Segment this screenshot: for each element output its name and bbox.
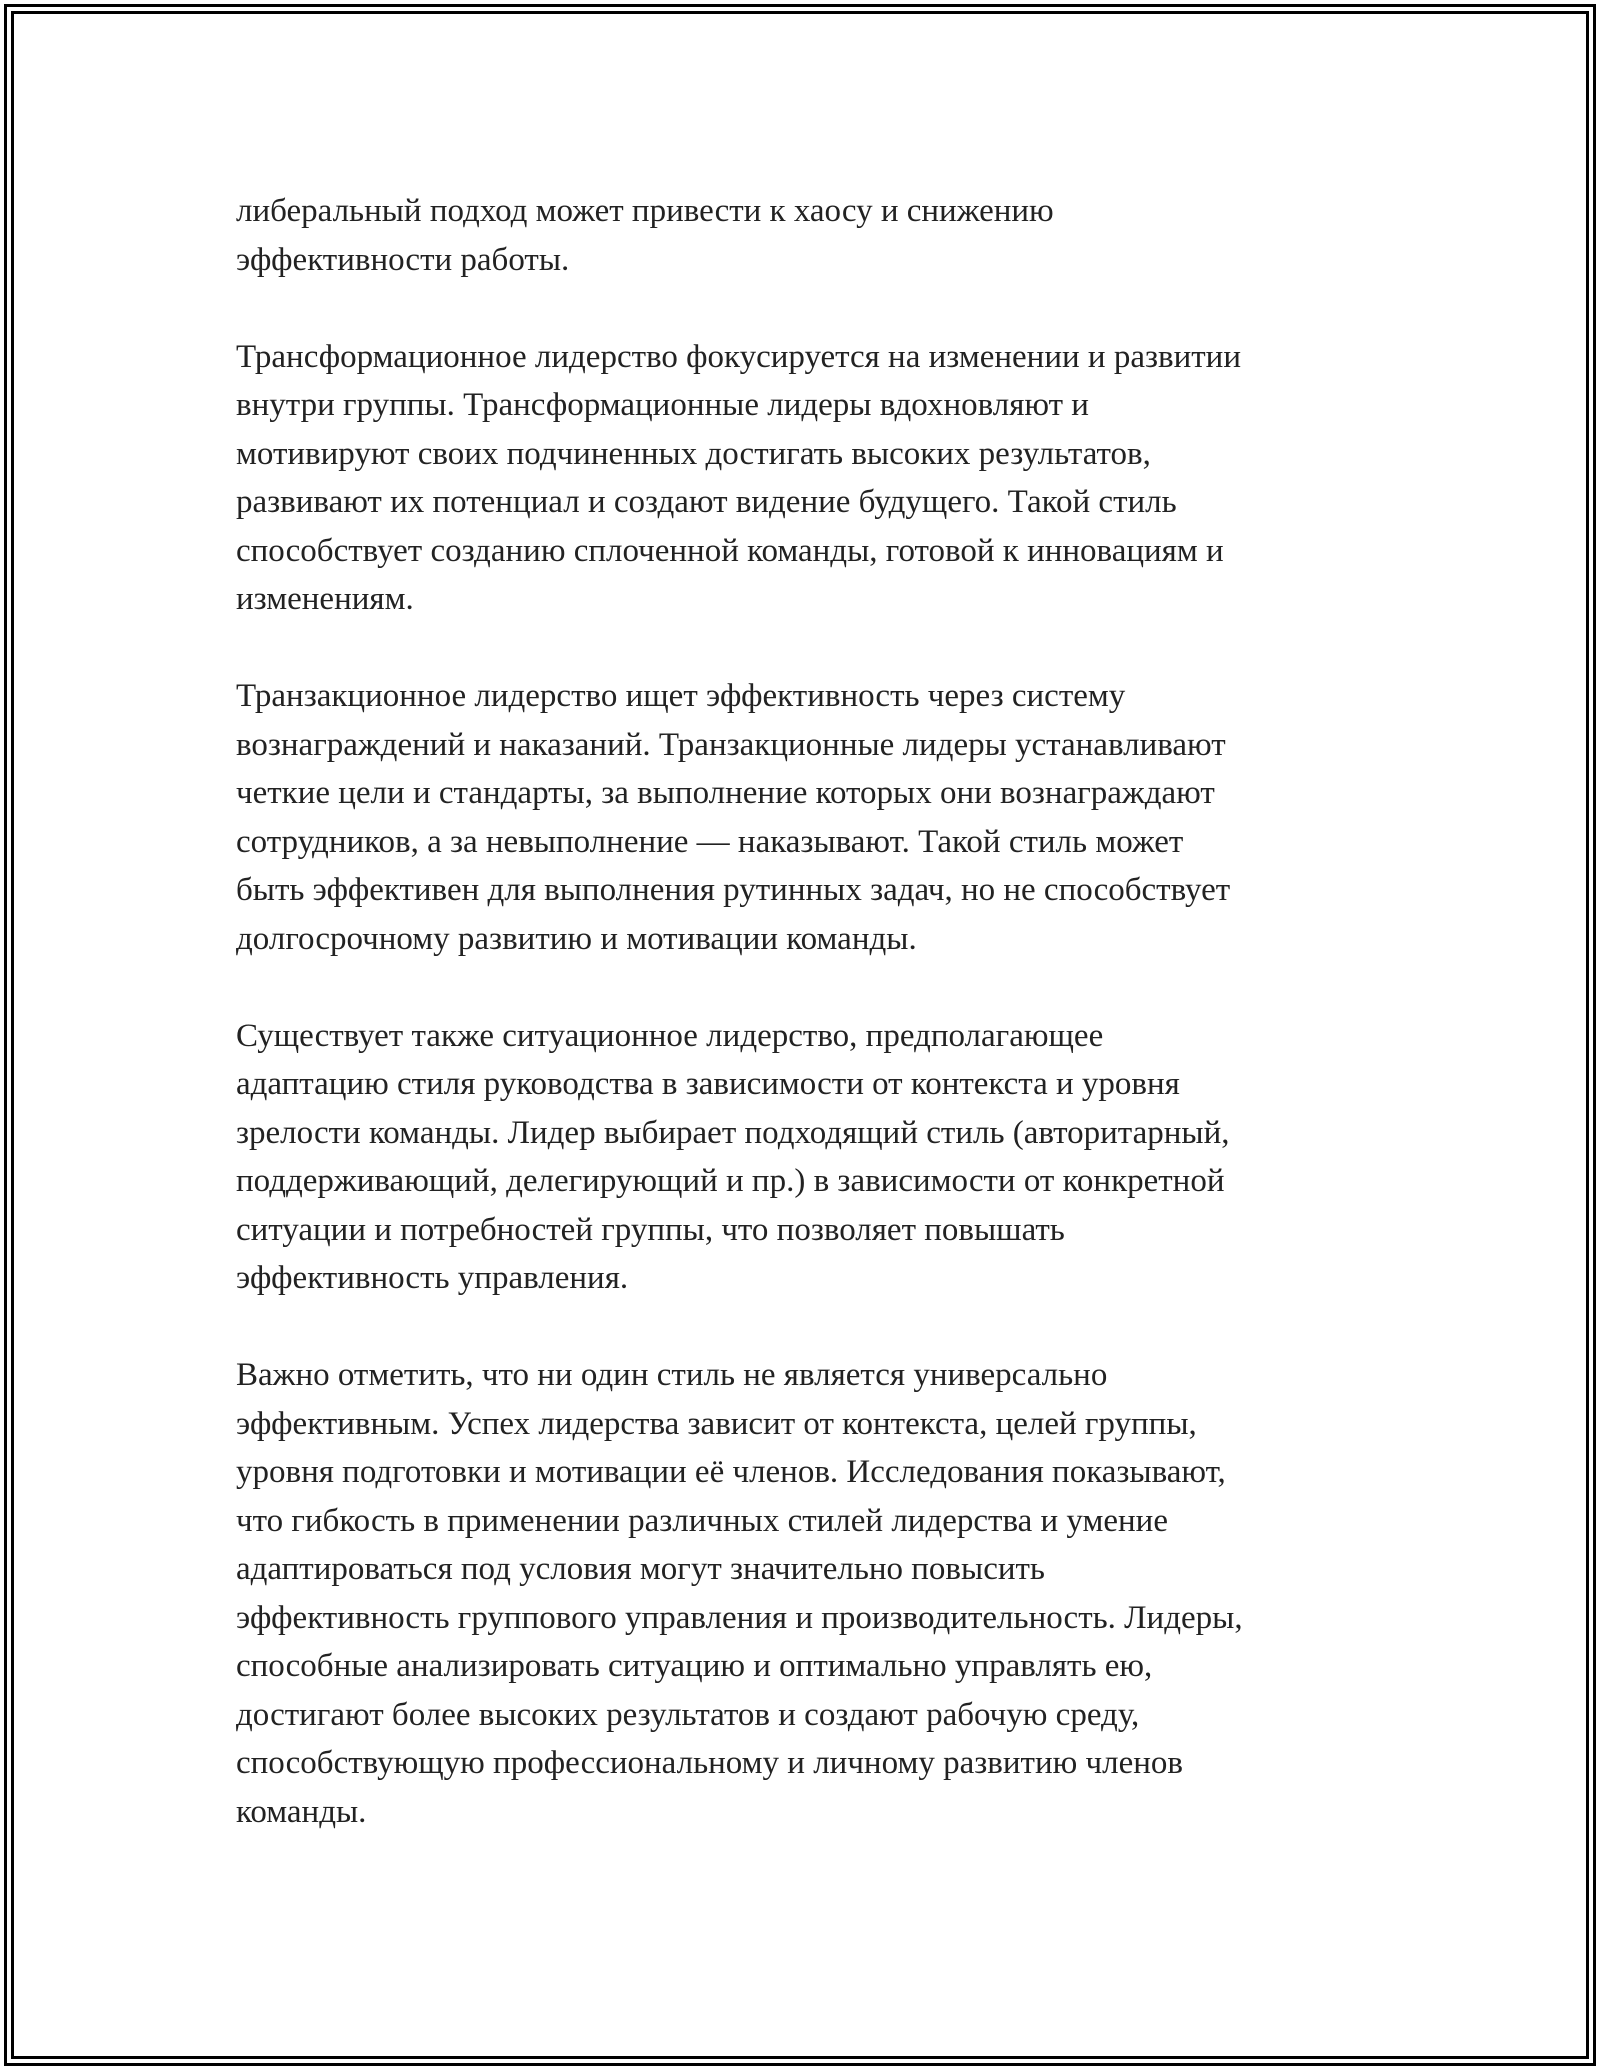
paragraph-liberal-conclusion: либеральный подход может привести к хаосу и снижению эффективности работы.: [236, 193, 1054, 278]
paragraph-transformational-leadership: Трансформационное лидерство фокусируется на изменении и развитии внутри группы. Трансформационные лидеры вдохновляют и мотивируют своих подчиненных достигать высоких результатов, развивают их потенциал и создают видение будущего. Такой стиль способствует созданию сплоченной команды, готовой к инновациям и изменениям.: [236, 338, 1241, 617]
document-body: [236, 187, 1416, 1836]
paragraph-situational-leadership: Существует также ситуационное лидерство, предполагающее адаптацию стиля руководства в зависимости от контекста и уровня зрелости команды. Лидер выбирает подходящий стиль (авторитарный, поддерживающий, делегирующий и пр.) в зависимости от конкретной ситуации и потребностей группы, что позволяет повышать эффективность управления.: [236, 1017, 1230, 1296]
paragraph-conclusion: Важно отметить, что ни один стиль не является универсально эффективным. Успех лидерства зависит от контекста, целей группы, уровня подготовки и мотивации её членов. Исследования показывают, что гибкость в применении различных стилей лидерства и умение адаптироваться под условия могут значительно повысить эффективность группового управления и производительность. Лидеры, способные анализировать ситуацию и оптимально управлять ею, достигают более высоких результатов и создают рабочую среду, способствующую профессиональному и личному развитию членов команды.: [236, 1357, 1243, 1830]
paragraph-transactional-leadership: Транзакционное лидерство ищет эффективность через систему вознаграждений и наказаний. Транзакционные лидеры устанавливают четкие цели и стандарты, за выполнение которых они вознаграждают сотрудников, а за невыполнение — наказывают. Такой стиль может быть эффективен для выполнения рутинных задач, но не способствует долгосрочному развитию и мотивации команды.: [236, 678, 1231, 957]
